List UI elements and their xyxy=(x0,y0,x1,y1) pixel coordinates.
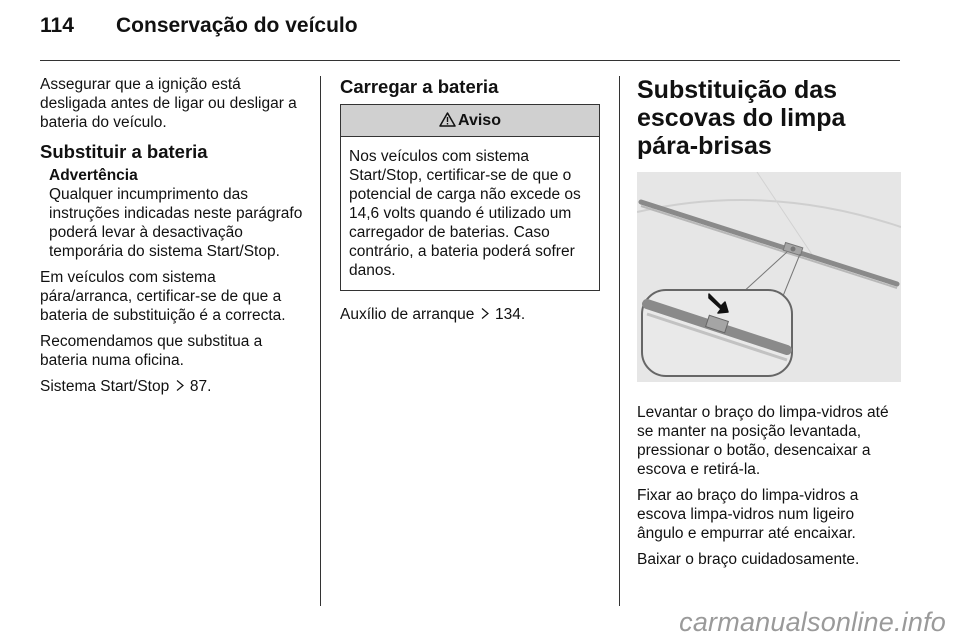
paragraph-workshop: Recomendamos que substitua a bateria numa oficina. xyxy=(40,333,263,369)
column-divider xyxy=(320,76,321,606)
page-reference-arrow-icon xyxy=(176,380,184,391)
column-1 xyxy=(40,75,310,403)
page-title: Conservação do veículo xyxy=(116,14,358,37)
wiper-blade-illustration xyxy=(637,172,901,382)
warning-box xyxy=(340,104,600,291)
caution-note xyxy=(40,166,310,261)
column-2 xyxy=(340,75,602,331)
column-3 xyxy=(637,75,903,576)
reference-text: Sistema Start/Stop xyxy=(40,378,170,395)
wiper-instruction-2: Fixar ao braço do limpa-vidros a escova limpa-vidros num ligeiro ângulo e empurrar até encaixar. xyxy=(637,487,859,542)
page-number: 114 xyxy=(40,14,74,37)
section-heading-charge-battery: Carregar a bateria xyxy=(340,76,499,97)
watermark: carmanualsonline.info xyxy=(679,607,946,637)
warning-triangle-icon xyxy=(439,112,456,127)
reference-text: Auxílio de arranque xyxy=(340,306,475,323)
header-rule xyxy=(40,60,900,61)
column-divider xyxy=(619,76,620,606)
paragraph-start-stop: Em veículos com sistema pára/arranca, certificar-se de que a bateria de substituição é a correcta. xyxy=(40,269,286,324)
reference-page: 134. xyxy=(495,306,526,323)
section-heading-wiper-blades: Substituição das escovas do limpa pára-brisas xyxy=(637,76,846,160)
cross-reference-start-stop[interactable] xyxy=(40,377,310,396)
page-reference-arrow-icon xyxy=(481,308,489,319)
wiper-instruction-3: Baixar o braço cuidadosamente. xyxy=(637,551,860,568)
warning-header xyxy=(341,105,599,137)
caution-text: Qualquer incumprimento das instruções indicadas neste parágrafo poderá levar à desactivação temporária do sistema Start/Stop. xyxy=(49,186,303,260)
reference-page: 87. xyxy=(189,378,212,395)
caution-title: Advertência xyxy=(49,167,138,184)
cross-reference-jump-start[interactable] xyxy=(340,305,602,324)
wiper-instruction-1: Levantar o braço do limpa-vidros até se manter na posição levantada, pressionar o botão, desencaixar a escova e retirá-la. xyxy=(637,404,889,478)
section-heading-replace-battery: Substituir a bateria xyxy=(40,141,208,162)
warning-text: Nos veículos com sistema Start/Stop, certificar-se de que o potencial de carga não excede os 14,6 volts quando é utilizado um carregador de baterias. Caso contrário, a bateria poderá sofrer danos. xyxy=(349,148,581,279)
warning-label: Aviso xyxy=(458,112,501,129)
intro-paragraph: Assegurar que a ignição está desligada antes de ligar ou desligar a bateria do veículo. xyxy=(40,76,297,131)
